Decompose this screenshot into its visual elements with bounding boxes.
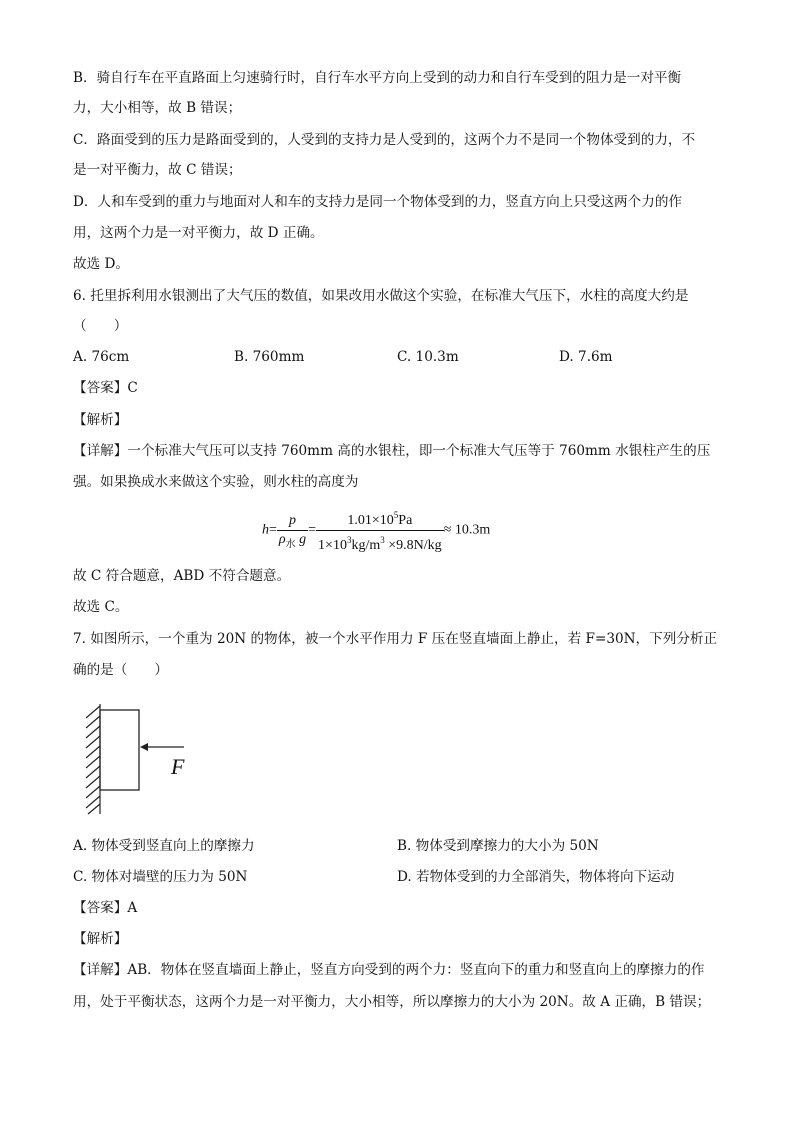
- q5-conclusion: 故选 D。: [73, 256, 130, 272]
- formula-h: h: [262, 522, 269, 538]
- q5-option-d-line1: D．人和车受到的重力与地面对人和车的支持力是同一个物体受到的力，竖直方向上只受这两个力的作: [73, 194, 683, 210]
- q7-option-d: D. 若物体受到的力全部消失，物体将向下运动: [397, 869, 675, 885]
- formula-rho-g: $\rho_水$ g: [278, 531, 307, 550]
- q7-option-a: A. 物体受到竖直向上的摩擦力: [73, 838, 255, 854]
- q5-option-b-line2: 力，大小相等，故 B 错误；: [73, 100, 242, 116]
- q6-option-d: D. 7.6m: [559, 349, 613, 365]
- q7-stem-line2: 确的是（ ）: [73, 662, 169, 678]
- q6-conclusion-line1: 故 C 符合题意，ABD 不符合题意。: [73, 568, 291, 584]
- force-arrow-head: [140, 743, 148, 751]
- q6-option-c: C. 10.3m: [397, 349, 459, 365]
- q5-option-d-line2: 用，这两个力是一对平衡力，故 D 正确。: [73, 225, 324, 241]
- formula-fraction-2: [316, 506, 444, 555]
- q5-option-c-line2: 是一对平衡力，故 C 错误；: [73, 162, 242, 178]
- q6-detail-line2: 强。如果换成水来做这个实验，则水柱的高度为: [73, 474, 359, 490]
- q6-analysis-label: 【解析】: [73, 412, 128, 428]
- q6-stem-line2: （ ）: [73, 318, 128, 334]
- q7-answer: 【答案】A: [73, 900, 138, 916]
- q7-analysis-label: 【解析】: [73, 931, 128, 947]
- q6-formula: [262, 506, 490, 555]
- q6-conclusion-line2: 故选 C。: [73, 599, 129, 615]
- q5-option-c-line1: C．路面受到的压力是路面受到的，人受到的支持力是人受到的，这两个力不是同一个物体受到的力，不: [73, 132, 696, 148]
- q7-detail-line2: 用，处于平衡状态，这两个力是一对平衡力，大小相等，所以摩擦力的大小为 20N。故 A 正确，B 错误；: [73, 994, 711, 1010]
- q7-option-c: C. 物体对墙壁的压力为 50N: [73, 869, 248, 885]
- formula-density-gravity: $1\times 10^3kg/m^3 \times 9.8N/kg$: [318, 535, 442, 553]
- formula-fraction-1: [277, 512, 308, 550]
- q6-detail-line1: 【详解】一个标准大气压可以支持 760mm 高的水银柱，即一个标准大气压等于 760mm 水银柱产生的压: [73, 443, 711, 459]
- formula-equals-1: =: [269, 522, 277, 538]
- q7-stem-line1: 7. 如图所示，一个重为 20N 的物体，被一个水平作用力 F 压在竖直墙面上静止，若 F=30N，下列分析正: [73, 631, 718, 647]
- formula-equals-2: =: [308, 522, 317, 538]
- q6-option-b: B. 760mm: [234, 349, 305, 365]
- q7-option-b: B. 物体受到摩擦力的大小为 50N: [397, 838, 599, 854]
- formula-result: ≈ 10.3m: [443, 522, 491, 538]
- q6-answer: 【答案】C: [73, 380, 138, 396]
- wall-hatching: [86, 704, 100, 814]
- q6-stem-line1: 6. 托里拆利用水银测出了大气压的数值，如果改用水做这个实验，在标准大气压下，水柱的高度大约是: [73, 288, 689, 304]
- q6-option-a: A. 76cm: [73, 349, 130, 365]
- formula-pressure: $1.01\times 10^5Pa$: [316, 506, 444, 531]
- q5-option-b-line1: B．骑自行车在平直路面上匀速骑行时，自行车水平方向上受到的动力和自行车受到的阻力是一对平衡: [73, 70, 682, 86]
- q7-detail-line1: 【详解】AB．物体在竖直墙面上静止，竖直方向受到的两个力：竖直向下的重力和竖直向上的摩擦力的作: [73, 962, 705, 978]
- block: [100, 710, 139, 790]
- q7-figure-label-f: F: [171, 754, 185, 779]
- formula-p: p: [277, 512, 308, 531]
